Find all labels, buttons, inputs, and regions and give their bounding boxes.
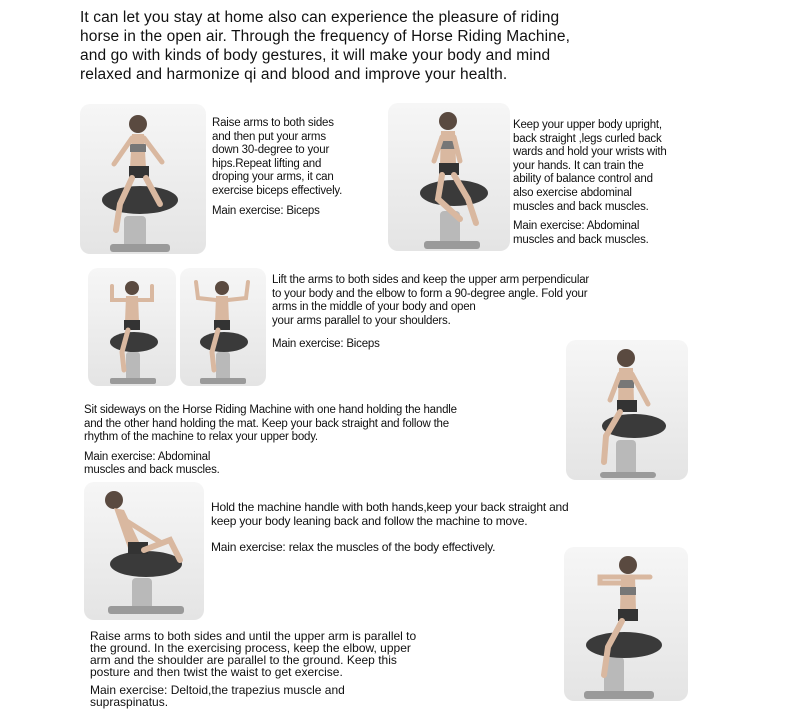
intro-line: It can let you stay at home also can experience the pleasure of riding <box>80 9 560 26</box>
text-line: keep your body leaning back and follow the machine to move. <box>211 514 528 528</box>
text-line: also exercise abdominal <box>513 186 632 199</box>
text-line: the ground. In the exercising process, keep the elbow, upper <box>90 641 411 655</box>
main-exercise-label: Main exercise: Abdominal <box>513 220 640 233</box>
text-line: muscles and back muscles. <box>513 200 649 213</box>
text-line: Sit sideways on the Horse Riding Machine with one hand holding the handle <box>84 404 457 416</box>
main-exercise-label: Main exercise: Biceps <box>272 338 380 351</box>
text-line: Raise arms to both sides and until the upper arm is parallel to <box>90 629 417 643</box>
woman-on-riding-machine-illustration <box>564 547 688 701</box>
exercise-4-text <box>84 404 457 478</box>
intro-line: and go with kinds of body gestures, it will make your body and mind <box>80 47 551 64</box>
text-line: hips.Repeat lifting and <box>212 157 322 170</box>
exercise-photo-twist <box>564 547 688 701</box>
text-line: to your body and the elbow to form a 90-degree angle. Fold your <box>272 287 588 300</box>
exercise-2-text <box>513 119 667 247</box>
exercise-5-text <box>211 500 569 554</box>
exercise-photo-arms-down <box>80 104 206 254</box>
text-line: exercise biceps effectively. <box>212 184 343 197</box>
text-line: wards and hold your wrists with <box>513 146 667 159</box>
woman-on-riding-machine-illustration <box>80 104 206 254</box>
exercise-photo-upright <box>388 103 510 251</box>
text-line: down 30-degree to your <box>212 144 330 157</box>
main-exercise-label: muscles and back muscles. <box>513 233 649 246</box>
main-exercise-label: muscles and back muscles. <box>84 464 220 477</box>
woman-on-riding-machine-illustration <box>180 268 266 386</box>
exercise-3-text <box>272 274 589 352</box>
intro-line: horse in the open air. Through the frequency of Horse Riding Machine, <box>80 28 570 45</box>
text-line: arm and the shoulder are parallel to the ground. Keep this <box>90 653 397 667</box>
woman-on-riding-machine-illustration <box>566 340 688 480</box>
exercise-photo-arms-up-a <box>88 268 176 386</box>
woman-on-riding-machine-illustration <box>88 268 176 386</box>
text-line: posture and then twist the waist to get exercise. <box>90 665 343 679</box>
text-line: and the other hand holding the mat. Keep your back straight and follow the <box>84 417 449 430</box>
main-exercise-label: Main exercise: relax the muscles of the body effectively. <box>211 540 496 554</box>
text-line: Hold the machine handle with both hands,keep your back straight and <box>211 500 569 514</box>
text-line: Raise arms to both sides <box>212 117 334 129</box>
text-line: droping your arms, it can <box>212 171 334 184</box>
text-line: and then put your arms <box>212 130 326 143</box>
intro-line: relaxed and harmonize qi and blood and improve your health. <box>80 66 508 83</box>
main-exercise-label: Main exercise: Biceps <box>212 204 320 217</box>
text-line: back straight ,legs curled back <box>513 132 662 145</box>
exercise-6-text <box>90 630 416 708</box>
text-line: arms in the middle of your body and open <box>272 301 476 314</box>
text-line: rhythm of the machine to relax your upper body. <box>84 431 318 444</box>
exercise-photo-arms-up-b <box>180 268 266 386</box>
main-exercise-label: Main exercise: Abdominal <box>84 450 211 463</box>
text-line: your arms parallel to your shoulders. <box>272 314 451 327</box>
text-line: your hands. It can train the <box>513 159 644 172</box>
main-exercise-label: Main exercise: Deltoid,the trapezius muscle and <box>90 683 345 697</box>
text-line: ability of balance control and <box>513 173 653 186</box>
text-line: Lift the arms to both sides and keep the upper arm perpendicular <box>272 274 590 286</box>
exercise-photo-lean-back <box>84 482 204 620</box>
text-line: Keep your upper body upright, <box>513 119 662 131</box>
woman-on-riding-machine-illustration <box>388 103 510 251</box>
woman-on-riding-machine-illustration <box>84 482 204 620</box>
exercise-1-text <box>212 117 342 218</box>
main-exercise-label: supraspinatus. <box>90 695 169 709</box>
exercise-photo-sideways <box>566 340 688 480</box>
intro-paragraph <box>80 8 740 84</box>
